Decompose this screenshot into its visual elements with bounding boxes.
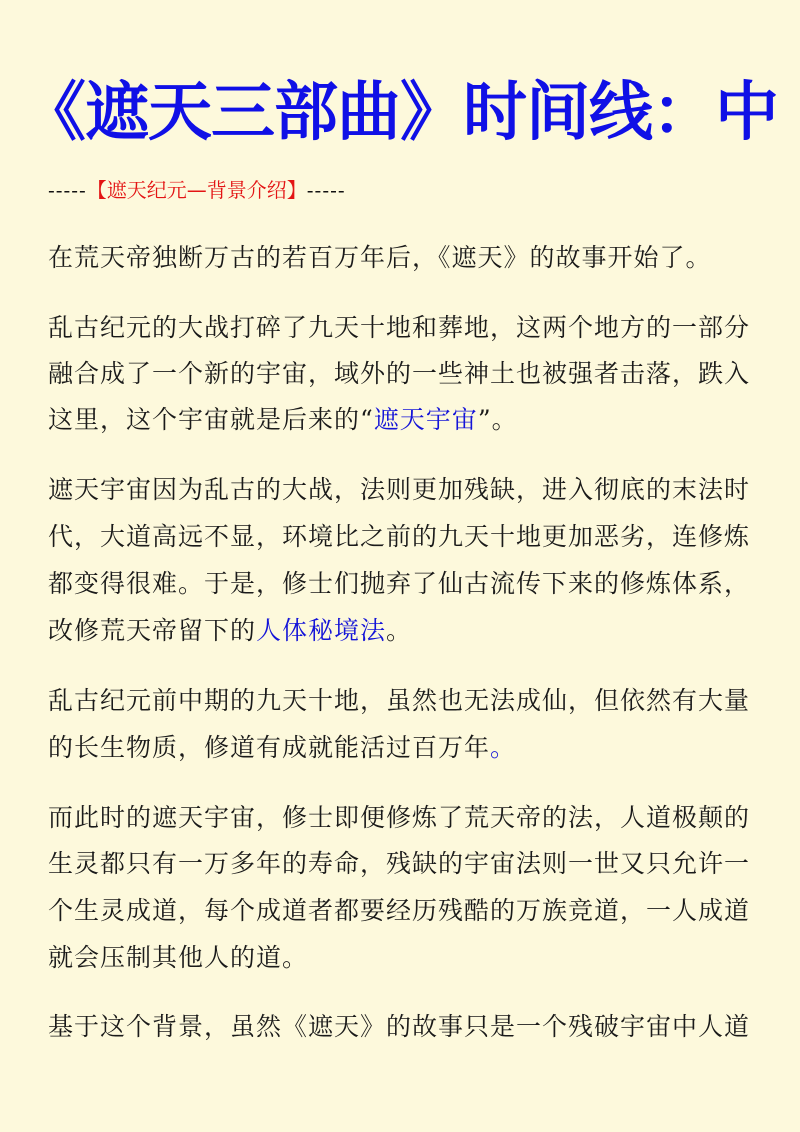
text-line: 基于这个背景，虽然《遮天》的故事只是一个残破宇宙中人道 — [48, 1012, 751, 1041]
text-line — [48, 400, 750, 440]
text-line: 代，大道高远不显，环境比之前的九天十地更加恶劣，连修炼 — [48, 522, 751, 551]
section-label: 【遮天纪元—背景介绍】 — [86, 178, 307, 202]
text-line — [48, 728, 750, 768]
text-segment: 。 — [386, 616, 413, 645]
section-dash-left: ----- — [48, 178, 87, 202]
text-line: 遮天宇宙因为乱古的大战，法则更加残缺，进入彻底的末法时 — [48, 475, 751, 504]
text-line: 就会压制其他人的道。 — [48, 943, 309, 972]
text-line: 在荒天帝独断万古的若百万年后，《遮天》的故事开始了。 — [48, 243, 712, 272]
text-segment: 的长生物质，修道有成就能活过百万年 — [48, 733, 491, 762]
page-title: 《遮天三部曲》时间线：中 — [22, 76, 778, 150]
text-line: 乱古纪元前中期的九天十地，虽然也无法成仙，但依然有大量 — [48, 686, 751, 715]
text-line: 生灵都只有一万多年的寿命，残缺的宇宙法则一世又只允许一 — [48, 849, 751, 878]
text-line: 个生灵成道，每个成道者都要经历残酷的万族竞道，一人成道 — [48, 896, 751, 925]
highlight-body-secret-realm: 人体秘境法 — [256, 616, 387, 645]
text-line: 而此时的遮天宇宙，修士即便修炼了荒天帝的法，人道极颠的 — [48, 803, 751, 832]
text-line — [48, 611, 750, 651]
text-segment-blue-period: 。 — [490, 733, 517, 762]
section-header — [48, 176, 346, 204]
text-line: 融合成了一个新的宇宙，域外的一些神土也被强者击落，跌入 — [48, 359, 751, 388]
text-segment: 这里，这个宇宙就是后来的“ — [48, 405, 374, 434]
text-segment: 改修荒天帝留下的 — [48, 616, 257, 645]
text-segment: ”。 — [477, 405, 518, 434]
section-dash-right: ----- — [306, 178, 346, 202]
text-line: 都变得很难。于是，修士们抛弃了仙古流传下来的修炼体系， — [48, 569, 751, 598]
text-line: 乱古纪元的大战打碎了九天十地和葬地，这两个地方的一部分 — [48, 313, 751, 342]
highlight-zhetian-universe: 遮天宇宙 — [373, 405, 478, 434]
